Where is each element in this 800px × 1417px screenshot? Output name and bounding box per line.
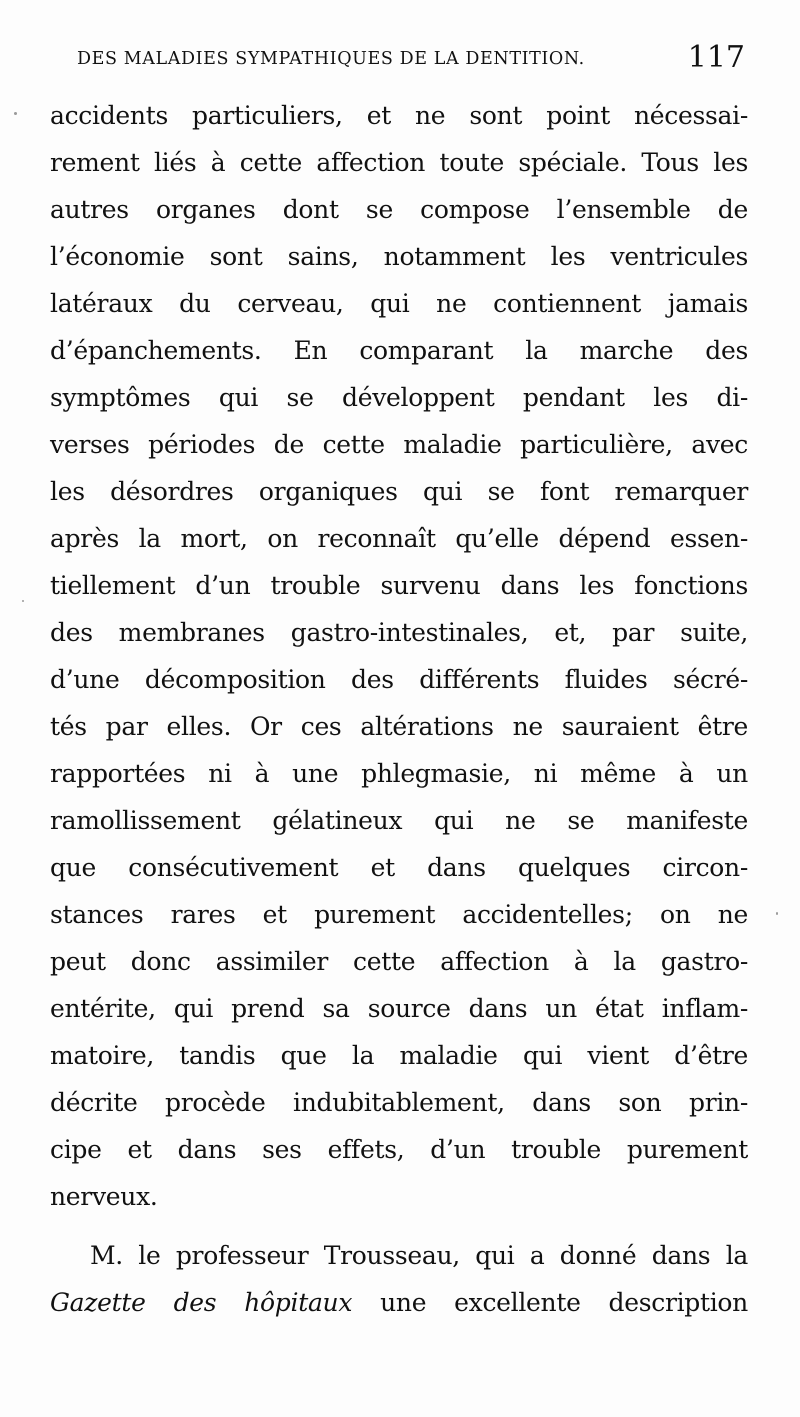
- text-line: autres organes dont se compose l’ensemble de: [50, 195, 748, 224]
- text-line: décrite procède indubitablement, dans son prin-: [50, 1088, 748, 1117]
- paper-speck: [14, 112, 17, 115]
- running-head: [77, 40, 745, 80]
- paper-speck: [22, 600, 24, 602]
- text-line: stances rares et purement accidentelles; on ne: [50, 900, 748, 929]
- text-line: accidents particuliers, et ne sont point nécessai-: [50, 101, 748, 130]
- text-line: verses périodes de cette maladie particulière, avec: [50, 430, 748, 459]
- text-line: tiellement d’un trouble survenu dans les fonctions: [50, 571, 748, 600]
- paragraph-gap: [50, 1220, 748, 1232]
- text-line: les désordres organiques qui se font remarquer: [50, 477, 748, 506]
- text-line: [50, 1279, 748, 1326]
- text-line: que consécutivement et dans quelques circon-: [50, 853, 748, 882]
- text-line: M. le professeur Trousseau, qui a donné dans la: [90, 1241, 748, 1270]
- text-line: ramollissement gélatineux qui ne se manifeste: [50, 806, 748, 835]
- text-line: des membranes gastro-intestinales, et, par suite,: [50, 618, 748, 647]
- text-line: cipe et dans ses effets, d’un trouble purement: [50, 1135, 748, 1164]
- text-line: tés par elles. Or ces altérations ne sauraient être: [50, 712, 748, 741]
- text-line: latéraux du cerveau, qui ne contiennent jamais: [50, 289, 748, 318]
- text-line: rement liés à cette affection toute spéciale. Tous les: [50, 148, 748, 177]
- text-run: une excellente description: [352, 1288, 748, 1317]
- text-line: après la mort, on reconnaît qu’elle dépend essen-: [50, 524, 748, 553]
- body-text: [50, 92, 748, 1326]
- text-line: d’une décomposition des différents fluides sécré-: [50, 665, 748, 694]
- running-title: DES MALADIES SYMPATHIQUES DE LA DENTITION.: [77, 49, 585, 69]
- text-line: l’économie sont sains, notamment les ventricules: [50, 242, 748, 271]
- text-line: matoire, tandis que la maladie qui vient d’être: [50, 1041, 748, 1070]
- journal-title: Gazette des hôpitaux: [50, 1288, 353, 1317]
- paragraph: [50, 1232, 748, 1326]
- page-number: 117: [687, 40, 745, 75]
- text-line: d’épanchements. En comparant la marche des: [50, 336, 748, 365]
- text-line: symptômes qui se développent pendant les di-: [50, 383, 748, 412]
- text-line: entérite, qui prend sa source dans un état inflam-: [50, 994, 748, 1023]
- paper-speck: [776, 912, 778, 915]
- text-line: nerveux.: [50, 1182, 158, 1211]
- text-line: peut donc assimiler cette affection à la gastro-: [50, 947, 748, 976]
- text-line: rapportées ni à une phlegmasie, ni même à un: [50, 759, 748, 788]
- paragraph: [50, 92, 748, 1220]
